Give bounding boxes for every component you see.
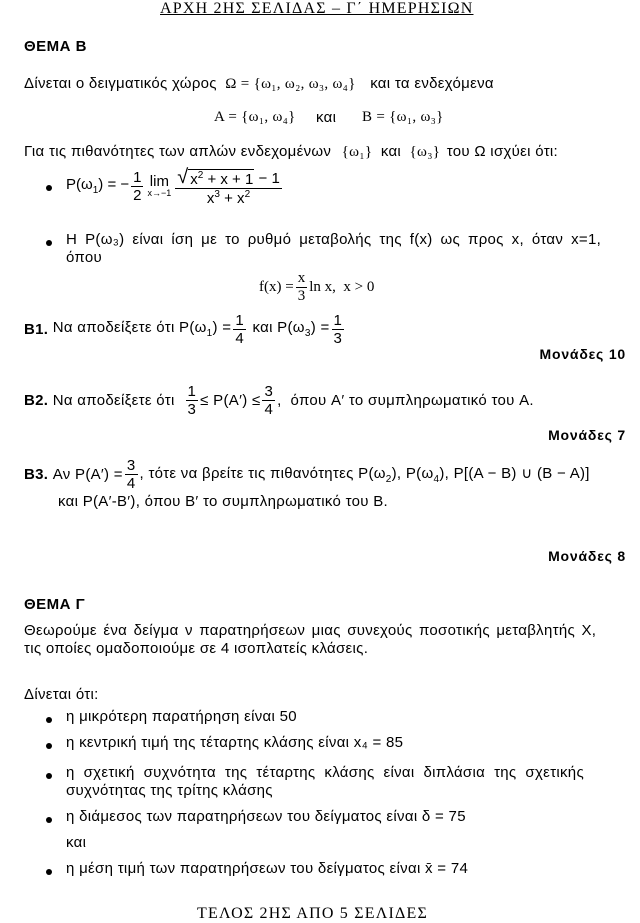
f-definition: [259, 269, 374, 305]
list-item: η κεντρική τιμή της τέταρτης κλάσης είναι x₄ = 85: [66, 734, 404, 751]
bullet-dot: [46, 869, 52, 875]
b3-render: B3. Αν P(A′) = $\frac{3}{4}$ , τότε να βρείτε τις πιθανότητες $P(\omega_2)$, $P(\omega_4)$, P[(A − B) ∪ (B − A)]: [24, 456, 590, 492]
question-b3-line2: και P(A′-B′), όπου B′ το συμπληρωματικό του B.: [58, 493, 388, 510]
given-label: Δίνεται ότι:: [24, 686, 99, 703]
list-item: η διάμεσος των παρατηρήσεων του δείγματος είναι δ = 75: [66, 808, 466, 825]
intro-line: [24, 75, 494, 93]
b3-marks: Μονάδες 8: [548, 548, 626, 564]
prob-text: Για τις πιθανότητες των απλών ενδεχομένων: [24, 143, 332, 160]
intro-tail: και τα ενδεχόμενα: [370, 75, 494, 92]
b1-marks: Μονάδες 10: [539, 346, 626, 362]
event-w1: {ω₁}: [341, 144, 373, 160]
list-item: η μικρότερη παρατήρηση είναι 50: [66, 708, 297, 725]
b2-label: B2.: [24, 391, 49, 409]
set-b: B = {ω₁, ω₃}: [362, 109, 444, 125]
list-item: η μέση τιμή των παρατηρήσεων του δείγματος είναι x̄ = 74: [66, 860, 469, 877]
question-b2: [24, 380, 534, 420]
question-b1: [24, 309, 346, 349]
page-header: ΑΡΧΗ 2ΗΣ ΣΕΛΙΔΑΣ – Γ΄ ΗΜΕΡΗΣΙΩΝ: [160, 0, 474, 17]
page-footer: ΤΕΛΟΣ 2ΗΣ ΑΠΟ 5 ΣΕΛΙΔΕΣ: [197, 905, 428, 922]
bullet-dot: [46, 817, 52, 823]
b1-render: B1. Να αποδείξετε ότι $P(\omega_1)$ = $\frac{1}{4}$ και $P(\omega_3)$ = $\frac{1}{3}$: [24, 311, 343, 347]
bullet2-line1: Η P(ω₃) είναι ίση με το ρυθμό μεταβολής της f(x) ως προς x, όταν x=1,: [66, 231, 602, 248]
list-item-continuation: συχνότητας της τρίτης κλάσης: [66, 782, 273, 799]
question-b3-line1: [24, 454, 590, 494]
bullet-dot: [46, 240, 52, 246]
section-heading-thema-g: ΘΕΜΑ Γ: [24, 596, 86, 613]
bullet1-formula: [66, 166, 284, 206]
bullet-dot: [46, 743, 52, 749]
b2-render: B2. Να αποδείξετε ότι $\frac{1}{3}$ ≤ P(A′) ≤ $\frac{3}{4}$ , όπου A′ το συμπληρωματικό του A.: [24, 382, 534, 418]
thema-g-intro-line2: τις οποίες ομαδοποιούμε σε 4 ισοπλατείς κλάσεις.: [24, 640, 369, 657]
bullet2-line2: όπου: [66, 249, 103, 266]
bullet1-formula-render: $P(\omega_1)$ = − $\frac{1}{2}$ lim x→−1 √ $x^2 + x + 1$ − 1 $x^3 + x^2$: [66, 166, 280, 206]
bullet-dot: [46, 717, 52, 723]
b1-label: B1.: [24, 320, 49, 338]
f-definition-render: f(x) = $\frac{x}{3}$ ln x, x > 0: [259, 269, 375, 304]
b2-marks: Μονάδες 7: [548, 427, 626, 443]
list-item-connector: και: [66, 834, 87, 851]
sets-and: και: [316, 109, 337, 126]
event-w3: {ω₃}: [409, 144, 441, 160]
bullet-dot: [46, 185, 52, 191]
sample-space-set: Ω = {ω₁, ω₂, ω₃, ω₄}: [225, 76, 356, 92]
prob-line: [24, 143, 558, 161]
prob-and: και: [380, 143, 402, 160]
bullet-dot: [46, 773, 52, 779]
b3-label: B3.: [24, 465, 49, 483]
thema-g-intro-line1: Θεωρούμε ένα δείγμα ν παρατηρήσεων μιας συνεχούς ποσοτικής μεταβλητής X,: [24, 622, 597, 639]
prob-tail: του Ω ισχύει ότι:: [446, 143, 559, 160]
list-item: η σχετική συχνότητα της τέταρτης κλάσης είναι διπλάσια της σχετικής: [66, 764, 584, 781]
section-heading-thema-b: ΘΕΜΑ Β: [24, 38, 87, 55]
intro-text: Δίνεται ο δειγματικός χώρος: [24, 75, 217, 92]
set-a: A = {ω₁, ω₄}: [214, 109, 296, 125]
